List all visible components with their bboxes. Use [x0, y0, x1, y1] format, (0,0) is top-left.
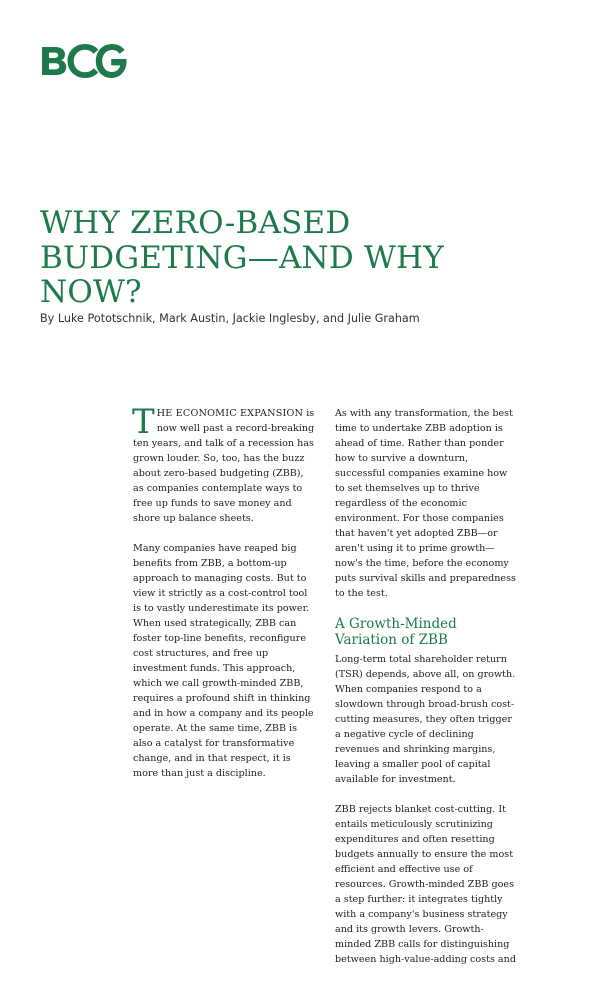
body-paragraph-5: ZBB rejects blanket cost-cutting. It entails meticulously scrutinizing expenditures and often resetting budgets annually to ensure the most efficient and effective use of resources. Growth-minded ZBB goes a step further: it integrates tightly with a company's business strategy and its growth levers. Growth-minded ZBB calls for distinguishing between high-value-adding costs and — [335, 804, 516, 965]
lead-smallcaps: HE ECONOMIC EXPANSION — [156, 408, 304, 419]
bcg-logo — [40, 44, 128, 78]
article-title: WHY ZERO-BASED BUDGETING—AND WHY NOW? — [40, 205, 444, 310]
article-column-right — [335, 406, 517, 982]
body-paragraph-2: Many companies have reaped big benefits from ZBB, a bottom-up approach to managing costs. But to view it strictly as a cost-control tool is to vastly underestimate its power. When used strategically, ZBB can foster top-line benefits, reconfigure cost structures, and free up investment funds. This approach, which we call growth-minded ZBB, requires a profound shift in thinking and in how a company and its people operate. At the same time, ZBB is also a catalyst for transformative change, and in that respect, it is more than just a discipline. — [133, 543, 314, 779]
section-subhead: A Growth-Minded Variation of ZBB — [335, 616, 457, 648]
body-paragraph-3-continued: As with any transformation, the best time to undertake ZBB adoption is ahead of time. Rather than ponder how to survive a downturn, successful companies examine how to set themselves up to thrive regardless of the economic environment. For those companies that haven't yet adopted ZBB—or aren't using it to prime growth—now's the time, before the economy puts survival skills and preparedness to the test. — [335, 408, 516, 599]
article-column-left — [132, 402, 315, 796]
byline: By Luke Pototschnik, Mark Austin, Jackie Inglesby, and Julie Graham — [40, 312, 420, 325]
bcg-logo-mark — [40, 44, 128, 78]
lead-paragraph — [132, 402, 315, 526]
lead-text: is now well past a record-breaking ten years, and talk of a recession has grown louder. So, too, has the buzz about zero-based budgeting (ZBB), as companies contemplate ways to free up funds to save money and shore up balance sheets. — [133, 408, 315, 524]
body-paragraph-4: Long-term total shareholder return (TSR) depends, above all, on growth. When companies respond to a slowdown through broad-brush cost-cutting measures, they often trigger a negative cycle of declining revenues and shrinking margins, leaving a smaller pool of capital available for investment. — [335, 654, 516, 785]
drop-cap: T — [132, 402, 155, 442]
